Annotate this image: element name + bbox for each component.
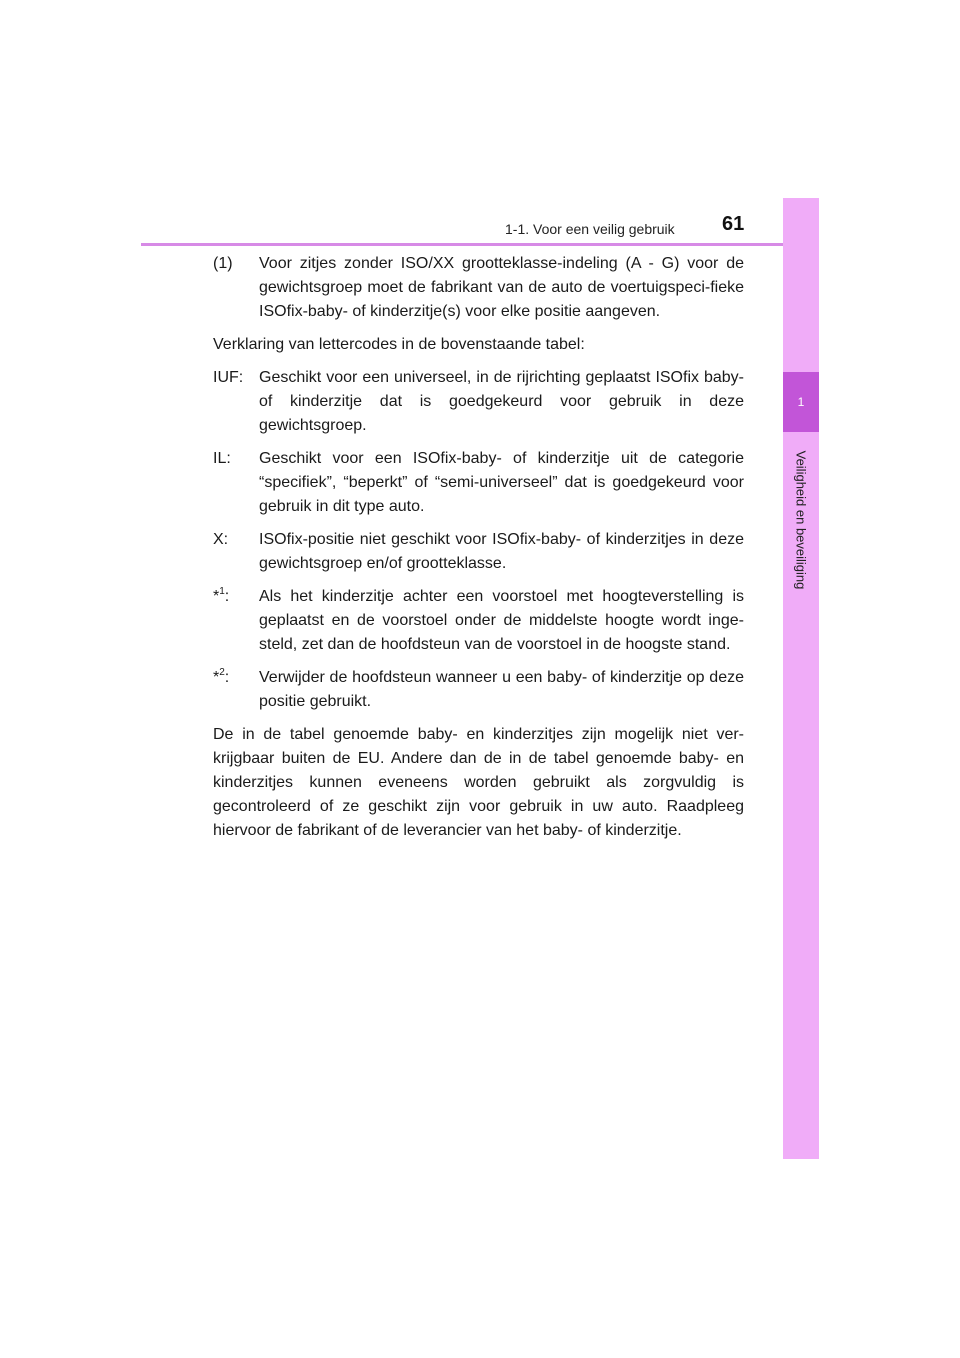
definition-x-text: ISOfix-positie niet geschikt voor ISOfix-baby- of kinderzitjes in deze gewichtsgroep en/of grootteklasse. xyxy=(259,531,744,572)
chapter-number: 1 xyxy=(797,395,805,409)
chapter-number-tab xyxy=(783,372,819,432)
footnote-1-star: * xyxy=(213,588,220,605)
note-1-marker: (1) xyxy=(213,255,233,272)
definition-iuf-term: IUF: xyxy=(213,369,244,386)
footnote-2-colon: : xyxy=(224,669,230,686)
definition-x-term: X: xyxy=(213,531,229,548)
footnote-2-star: * xyxy=(213,669,220,686)
footnote-2-number: 2 xyxy=(219,666,225,678)
footnote-1-number: 1 xyxy=(219,585,225,597)
definition-il xyxy=(213,447,744,519)
section-header: 1-1. Voor een veilig gebruik xyxy=(505,221,675,237)
footnote-1-marker xyxy=(213,585,259,609)
definition-il-term: IL: xyxy=(213,450,231,467)
definition-iuf xyxy=(213,366,744,438)
footnote-1-text: Als het kinderzitje achter een voorstoel met hoogteverstelling is geplaatst en de voorstoel onder de middelste hoogte wordt inge-steld, zet dan de hoofdsteun van de voorstoel in de hoogste stand. xyxy=(259,588,744,653)
page-content xyxy=(213,252,744,843)
note-1 xyxy=(213,252,744,324)
chapter-title: Veiligheid en beveiliging xyxy=(793,450,809,590)
definition-il-text: Geschikt voor een ISOfix-baby- of kinderzitje uit de categorie “specifiek”, “beperkt” of “semi-universeel” dat is goedgekeurd voor gebruik in dit type auto. xyxy=(259,450,744,515)
definition-iuf-text: Geschikt voor een universeel, in de rijrichting geplaatst ISOfix baby- of kinderzitje dat is goedgekeurd voor gebruik in deze gewichtsgroep. xyxy=(259,369,744,434)
legend-intro: Verklaring van lettercodes in de bovenstaande tabel: xyxy=(213,336,585,353)
page-number: 61 xyxy=(722,213,745,235)
definition-x xyxy=(213,528,744,576)
footnote-2-text: Verwijder de hoofdsteun wanneer u een baby- of kinderzitje op deze positie gebruikt. xyxy=(259,669,744,710)
footnote-1-colon: : xyxy=(224,588,230,605)
chapter-side-tab xyxy=(783,198,819,1159)
availability-paragraph: De in de tabel genoemde baby- en kinderzitjes zijn mogelijk niet ver-krijgbaar buiten de EU. Andere dan de in de tabel genoemde baby- en kinderzitjes kunnen eveneens worden gebruikt als zorgvuldig is gecontroleerd of ze geschikt zijn voor gebruik in uw auto. Raadpleeg hiervoor de fabrikant of de leverancier van het baby- of kinderzitje. xyxy=(213,726,744,839)
footnote-1 xyxy=(213,585,744,657)
footnote-2 xyxy=(213,666,744,714)
header-divider xyxy=(141,243,818,246)
note-1-text: Voor zitjes zonder ISO/XX grootteklasse-indeling (A - G) voor de gewichtsgroep moet de fabrikant van de auto de voertuigspeci-fieke ISOfix-baby- of kinderzitje(s) voor elke positie aangeven. xyxy=(259,255,744,320)
footnote-2-marker xyxy=(213,666,259,690)
